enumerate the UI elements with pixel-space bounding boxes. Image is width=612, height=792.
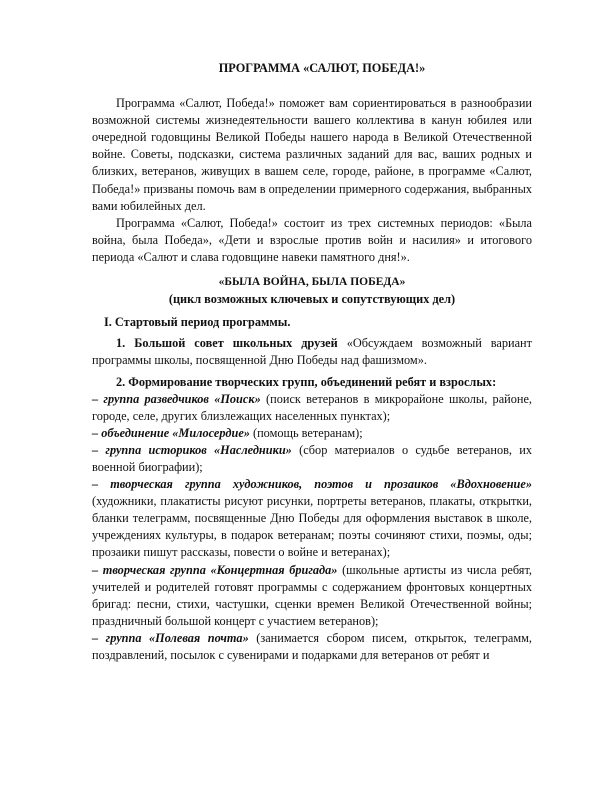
section-heading: «БЫЛА ВОЙНА, БЫЛА ПОБЕДА» [218, 276, 406, 289]
intro-paragraph-2: Программа «Салют, Победа!» состоит из трех системных периодов: «Была война, была Победа», «Дети и взрослые против войн и насилия» и итогового периода «Салют и слава годовщине навеки памятного дня!». [92, 215, 532, 264]
list-item-groups: 2. Формирование творческих групп, объединений ребят и взрослых: [116, 374, 497, 389]
group-description: (художники, плакатисты рисуют рисунки, портреты ветеранов, плакаты, открытки, бланки телеграмм, посвященные Дню Победы для оформления выставок в школе, учреждениях культуры, в подарок ветеранам; поэты сочиняют стихи, поэмы, оды; прозаики пишут рассказы, повести о войне и ветеранах); [92, 494, 532, 560]
group-name: – группа разведчиков «Поиск» [92, 391, 261, 406]
page-title: ПРОГРАММА «САЛЮТ, ПОБЕДА!» [218, 61, 426, 75]
stage-heading: I. Стартовый период программы. [104, 315, 291, 330]
item-number: 1. [116, 336, 126, 351]
item-bold-label: Большой совет школьных друзей [134, 336, 338, 351]
group-item [92, 562, 532, 630]
group-description: (сбор материалов о судьбе ветеранов, их военной биографии); [92, 442, 532, 474]
group-item [92, 425, 532, 442]
group-name: – группа «Полевая почта» [92, 630, 249, 645]
document-body [92, 60, 532, 664]
group-name: – группа историков «Наследники» [92, 442, 292, 457]
group-description: (помощь ветеранам); [253, 425, 363, 440]
group-item [92, 476, 532, 561]
group-name: – объединение «Милосердие» [92, 425, 250, 440]
group-item [92, 442, 532, 476]
group-name: – творческая группа «Концертная бригада» [92, 562, 338, 577]
group-item [92, 391, 532, 425]
intro-paragraph-1: Программа «Салют, Победа!» поможет вам сориентироваться в разнообразии возможной системы жизнедеятельности вашего коллектива в канун юбилея или очередной годовщины Великой Победы нашего народа в Великой Отечественной войне. Советы, подсказки, система различных заданий для вас, ваших родных и близких, ветеранов, живущих в вашем селе, городе, районе, в программе «Салют, Победа!» призваны помочь вам в определении примерного содержания, выбранных вами юбилейных дел. [92, 96, 532, 213]
group-description: (занимается сбором писем, открыток, телеграмм, поздравлений, посылок с сувенирами и подарками для ветеранов от ребят и [92, 630, 532, 662]
section-subheading: (цикл возможных ключевых и сопутствующих дел) [168, 292, 456, 307]
group-description: (школьные артисты из числа ребят, учителей и родителей готовят программы с содержанием фронтовых концертных бригад: песни, стихи, частушки, сценки времен Великой Отечественной войны; праздничный большой концерт с участием ветеранов); [92, 562, 532, 628]
group-item [92, 630, 532, 664]
list-item-council [92, 335, 532, 369]
item-text: «Обсуждаем возможный вариант программы школы, посвященной Дню Победы над фашизмом». [92, 336, 532, 368]
group-description: (поиск ветеранов в микрорайоне школы, районе, городе, селе, других близлежащих населенных пунктах); [92, 391, 533, 423]
group-name: – творческая группа художников, поэтов и прозаиков «Вдохновение» [92, 477, 532, 492]
